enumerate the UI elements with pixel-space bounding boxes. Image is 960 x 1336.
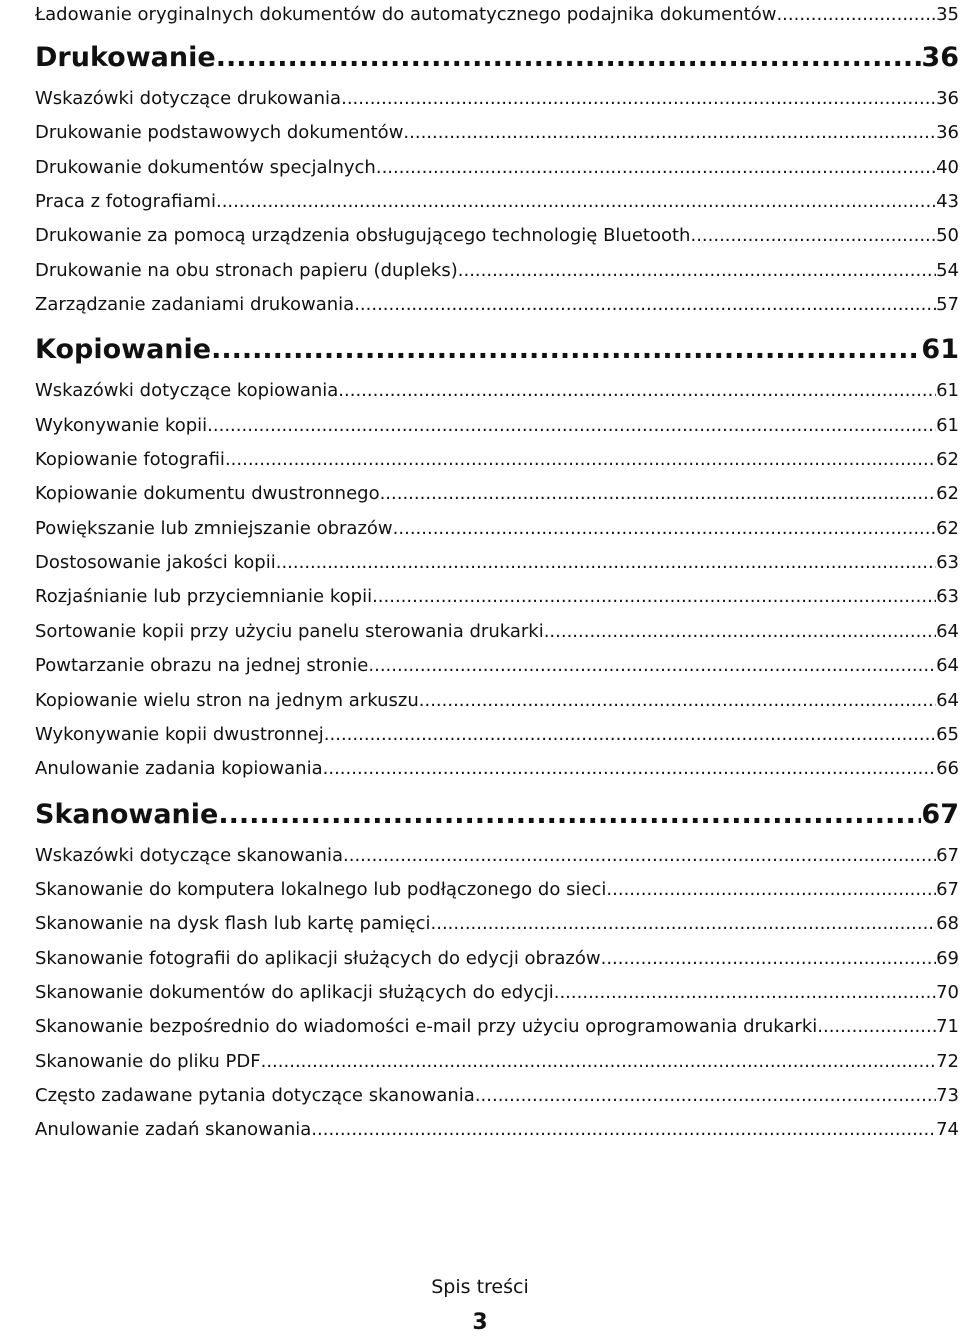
toc-leader-dots <box>323 752 936 786</box>
toc-entry-title: Wykonywanie kopii <box>35 414 208 436</box>
toc-leader-dots <box>218 791 921 839</box>
toc-section-page: 36 <box>921 42 959 73</box>
toc-entry-page: 36 <box>936 88 959 109</box>
toc-entry[interactable] <box>35 718 959 752</box>
toc-entry-page: 43 <box>936 191 959 213</box>
toc-entry-title: Ładowanie oryginalnych dokumentów do automatycznego podajnika dokumentów <box>35 4 777 25</box>
toc-entry[interactable] <box>35 546 959 580</box>
toc-entry-page: 70 <box>936 981 959 1003</box>
toc-leader-dots <box>261 1045 936 1079</box>
toc-leader-dots <box>207 409 936 443</box>
toc-entry[interactable] <box>35 1010 959 1044</box>
toc-entry-page: 61 <box>936 380 959 402</box>
toc-entry-page: 69 <box>936 947 959 969</box>
toc-entry-title: Dostosowanie jakości kopii <box>35 552 276 574</box>
toc-entry-title: Sortowanie kopii przy użyciu panelu sterowania drukarki <box>35 620 544 642</box>
toc-leader-dots <box>338 374 936 408</box>
toc-leader-dots <box>354 288 936 322</box>
toc-entry[interactable] <box>35 1045 959 1079</box>
toc-entry-title: Skanowanie do pliku PDF <box>35 1050 261 1072</box>
toc-entry-page: 35 <box>936 4 959 25</box>
toc-entry[interactable] <box>35 185 959 219</box>
toc-entry-title: Zarządzanie zadaniami drukowania <box>35 294 355 316</box>
toc-entry[interactable] <box>35 907 959 941</box>
toc-section-heading[interactable] <box>35 30 959 82</box>
toc-entry-page: 72 <box>936 1050 959 1072</box>
toc-entry-page: 71 <box>936 1016 959 1038</box>
toc-leader-dots <box>376 151 936 185</box>
footer-page-number: 3 <box>472 1310 488 1335</box>
toc-entry[interactable] <box>35 1079 959 1113</box>
toc-entry[interactable] <box>35 374 959 408</box>
toc-entry[interactable] <box>35 82 959 116</box>
toc-leader-dots <box>216 34 922 82</box>
toc-entry[interactable] <box>35 873 959 907</box>
toc-entry[interactable] <box>35 116 959 150</box>
toc-leader-dots <box>324 718 936 752</box>
toc-leader-dots <box>341 82 936 116</box>
toc-entry-page: 62 <box>936 449 959 471</box>
toc-entry-title: Kopiowanie wielu stron na jednym arkuszu <box>35 689 419 711</box>
toc-entry-title: Drukowanie na obu stronach papieru (dupleks) <box>35 259 458 281</box>
toc-entry-title: Wskazówki dotyczące drukowania <box>35 88 342 109</box>
toc-entry[interactable] <box>35 477 959 511</box>
toc-section-title: Drukowanie <box>35 42 216 73</box>
toc-entry-title: Skanowanie dokumentów do aplikacji służących do edycji <box>35 981 554 1003</box>
toc-entry-page: 62 <box>936 483 959 505</box>
toc-entry-page: 65 <box>936 723 959 745</box>
toc-entry-page: 64 <box>936 689 959 711</box>
toc-entry-page: 36 <box>936 122 959 144</box>
toc-entry-page: 40 <box>936 156 959 178</box>
toc-entry[interactable] <box>35 409 959 443</box>
toc-entry-title: Drukowanie za pomocą urządzenia obsługującego technologię Bluetooth <box>35 225 691 247</box>
toc-entry-page: 74 <box>936 1119 959 1141</box>
toc-entry[interactable] <box>35 288 959 322</box>
toc-entry-page: 64 <box>936 620 959 642</box>
toc-entry-title: Powiększanie lub zmniejszanie obrazów <box>35 517 393 539</box>
toc-entry-page: 62 <box>936 517 959 539</box>
toc-entry-title: Rozjaśnianie lub przyciemnianie kopii <box>35 586 373 608</box>
toc-entry[interactable] <box>35 684 959 718</box>
toc-leader-dots <box>216 185 936 219</box>
toc-entry[interactable] <box>35 580 959 614</box>
toc-entry-title: Powtarzanie obrazu na jednej stronie <box>35 655 369 677</box>
toc-leader-dots <box>276 546 936 580</box>
toc-entry-title: Wykonywanie kopii dwustronnej <box>35 723 324 745</box>
toc-entry-page: 57 <box>936 294 959 316</box>
toc-entry-page: 54 <box>936 259 959 281</box>
toc-entry-title: Anulowanie zadań skanowania <box>35 1119 312 1141</box>
toc-leader-dots <box>544 615 936 649</box>
toc-section-heading[interactable] <box>35 322 959 374</box>
toc-entry[interactable] <box>35 512 959 546</box>
toc-entry[interactable] <box>35 752 959 786</box>
toc-entry[interactable] <box>35 1113 959 1147</box>
toc-entry-page: 67 <box>936 844 959 866</box>
toc-entry-page: 68 <box>936 913 959 935</box>
toc-leader-dots <box>311 1113 936 1147</box>
toc-leader-dots <box>606 873 936 907</box>
toc-entry[interactable] <box>35 839 959 873</box>
toc-entry-title: Praca z fotografiami <box>35 191 216 213</box>
toc-entry-page: 61 <box>936 414 959 436</box>
toc-leader-dots <box>380 477 937 511</box>
toc-entry-page: 67 <box>936 878 959 900</box>
toc-leader-dots <box>458 254 936 288</box>
toc-section-heading[interactable] <box>35 787 959 839</box>
toc-entry-title: Drukowanie podstawowych dokumentów <box>35 122 404 144</box>
toc-entry[interactable] <box>35 0 959 30</box>
toc-section-page: 61 <box>921 334 959 366</box>
toc-leader-dots <box>601 942 937 976</box>
toc-section-page: 67 <box>921 798 959 830</box>
toc-leader-dots <box>372 580 936 614</box>
toc-leader-dots <box>776 0 936 30</box>
toc-entry-title: Drukowanie dokumentów specjalnych <box>35 156 376 178</box>
toc-leader-dots <box>554 976 936 1010</box>
toc-entry[interactable] <box>35 219 959 253</box>
toc-entry-title: Skanowanie bezpośrednio do wiadomości e-mail przy użyciu oprogramowania drukarki <box>35 1016 818 1038</box>
toc-entry[interactable] <box>35 443 959 477</box>
toc-leader-dots <box>690 219 936 253</box>
toc-leader-dots <box>431 907 937 941</box>
toc-leader-dots <box>225 443 936 477</box>
toc-leader-dots <box>817 1010 936 1044</box>
toc-entry[interactable] <box>35 976 959 1010</box>
toc-entry-page: 64 <box>936 655 959 677</box>
toc-leader-dots <box>419 684 936 718</box>
toc-entry[interactable] <box>35 615 959 649</box>
toc-leader-dots <box>393 512 936 546</box>
toc-leader-dots <box>403 116 936 150</box>
table-of-contents <box>35 0 959 1148</box>
toc-leader-dots <box>211 326 921 374</box>
toc-entry-title: Kopiowanie fotografii <box>35 449 225 471</box>
toc-entry-page: 63 <box>936 552 959 574</box>
toc-section-title: Kopiowanie <box>35 334 212 366</box>
toc-entry-page: 63 <box>936 586 959 608</box>
toc-entry-page: 73 <box>936 1084 959 1106</box>
toc-entry-title: Skanowanie na dysk flash lub kartę pamięci <box>35 913 431 935</box>
toc-leader-dots <box>343 839 936 873</box>
toc-entry-page: 50 <box>936 225 959 247</box>
toc-entry-title: Skanowanie fotografii do aplikacji służących do edycji obrazów <box>35 947 601 969</box>
toc-entry[interactable] <box>35 942 959 976</box>
toc-section-title: Skanowanie <box>35 798 219 830</box>
toc-leader-dots <box>368 649 936 683</box>
toc-entry[interactable] <box>35 254 959 288</box>
footer-section-title: Spis treści <box>431 1276 529 1298</box>
toc-entry-title: Anulowanie zadania kopiowania <box>35 758 323 780</box>
toc-entry-title: Często zadawane pytania dotyczące skanowania <box>35 1084 475 1106</box>
toc-entry[interactable] <box>35 151 959 185</box>
toc-entry-title: Wskazówki dotyczące skanowania <box>35 844 343 866</box>
toc-leader-dots <box>475 1079 936 1113</box>
toc-entry-title: Skanowanie do komputera lokalnego lub podłączonego do sieci <box>35 878 607 900</box>
toc-entry-title: Wskazówki dotyczące kopiowania <box>35 380 339 402</box>
toc-entry-title: Kopiowanie dokumentu dwustronnego <box>35 483 380 505</box>
toc-entry[interactable] <box>35 649 959 683</box>
toc-entry-page: 66 <box>936 758 959 780</box>
